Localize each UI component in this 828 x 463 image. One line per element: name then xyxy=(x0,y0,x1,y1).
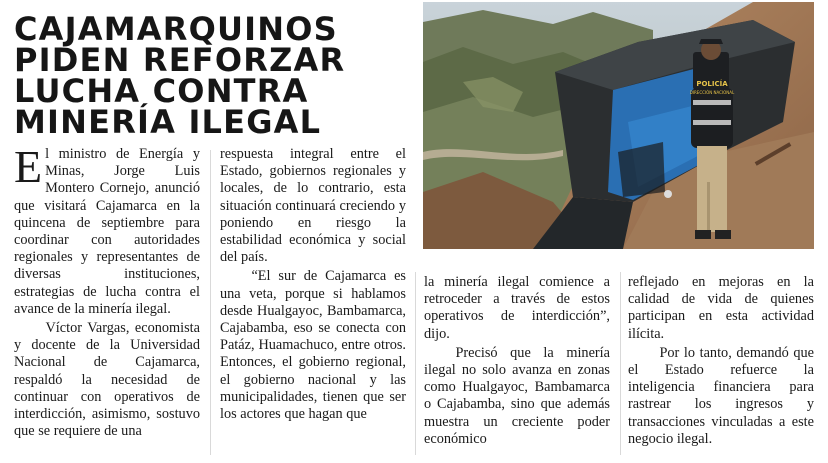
article-column-1 xyxy=(14,141,200,440)
dropcap: E xyxy=(14,141,43,192)
article-column-4 xyxy=(628,274,814,448)
col1-paragraph-2: Víctor Vargas, economista y docente de la Universidad Nacional de Cajamarca, respaldó la necesidad de continuar con operativos de interdicción, asimismo, sostuvo que se requiere de una xyxy=(14,320,200,440)
col2-paragraph-2: “El sur de Cajamarca es una veta, porque si hablamos desde Hualgayoc, Bambamarca, Cajabamba, eso se conecta con Patáz, Huamachuco, entre otros. Entonces, el gobierno regional, el gobierno nacional y las municipalidades, tienen que ser los actores que hagan que xyxy=(220,268,406,423)
news-photo xyxy=(423,2,814,249)
col4-paragraph-1: reflejado en mejoras en la calidad de vida de quienes participan en esta actividad ilícita. xyxy=(628,274,814,342)
column-divider xyxy=(210,150,211,455)
col2-paragraph-1: respuesta integral entre el Estado, gobiernos regionales y locales, de lo contrario, esta situación continuará creciendo y poniendo en riesgo la estabilidad económica y social del país. xyxy=(220,146,406,266)
article-column-3 xyxy=(424,274,610,448)
col4-paragraph-2: Por lo tanto, demandó que el Estado refuerce la inteligencia financiera para rastrear los ingresos y transacciones vinculadas a este negocio ilegal. xyxy=(628,344,814,447)
col3-paragraph-1: la minería ilegal comience a retroceder a través de estos operativos de interdicción”, dijo. xyxy=(424,274,610,342)
vest-sublabel: DIRECCIÓN NACIONAL xyxy=(689,90,735,95)
col1-paragraph-1: l ministro de Energía y Minas, Jorge Luis Montero Cornejo, anunció que visitará Cajamarca en la quincena de septiembre para coordinar con autoridades regionales y representantes de diversas instituciones, estrategias de lucha contra el avance de la minería ilegal. xyxy=(14,146,200,317)
article-column-2 xyxy=(220,146,406,423)
col3-paragraph-2: Precisó que la minería ilegal no solo avanza en zonas como Hualgayoc, Bambamarca o Cajabamba, sino que además muestra un creciente poder económico xyxy=(424,344,610,447)
vest-label: POLICÍA xyxy=(696,80,728,88)
column-divider xyxy=(415,272,416,455)
column-divider xyxy=(620,272,621,455)
headline: CAJAMARQUINOS PIDEN REFORZAR LUCHA CONTRA MINERÍA ILEGAL xyxy=(14,10,346,141)
